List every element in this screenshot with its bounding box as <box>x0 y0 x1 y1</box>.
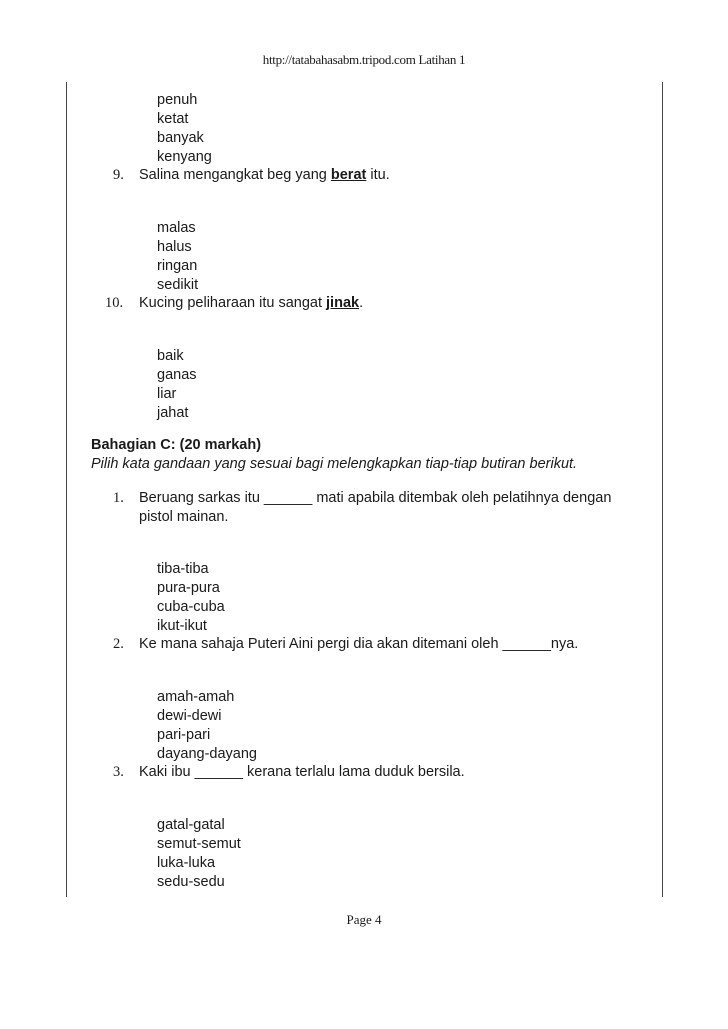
c-q1-number: 1. <box>113 490 124 506</box>
c-q1-option-c: cuba-cuba <box>157 599 225 615</box>
q8-option-d: kenyang <box>157 149 212 165</box>
q10-text-after: . <box>359 295 364 311</box>
q8-option-c: banyak <box>157 130 204 146</box>
c-q1-option-d: ikut-ikut <box>157 618 207 634</box>
q9-option-c: ringan <box>157 258 198 274</box>
c-q3-number: 3. <box>113 764 124 780</box>
q9-option-b: halus <box>157 239 192 255</box>
q10-option-a: baik <box>157 348 184 364</box>
q10-keyword: jinak <box>326 295 360 311</box>
q9-number: 9. <box>113 167 124 183</box>
section-c-instruction: Pilih kata gandaan yang sesuai bagi melengkapkan tiap-tiap butiran berikut. <box>91 456 578 472</box>
c-q2-option-d: dayang-dayang <box>157 746 257 762</box>
q10-number: 10. <box>105 295 124 311</box>
left-margin-rule <box>66 82 67 897</box>
q8-option-a: penuh <box>157 92 198 108</box>
page-number: Page 4 <box>346 912 382 927</box>
page-header <box>0 52 728 68</box>
c-q1-option-a: tiba-tiba <box>157 561 209 577</box>
c-q2-option-b: dewi-dewi <box>157 708 222 724</box>
c-q3-option-a: gatal-gatal <box>157 817 225 833</box>
c-q3-text: Kaki ibu ______ kerana terlalu lama duduk bersila. <box>139 764 465 780</box>
q9-option-d: sedikit <box>157 277 199 293</box>
c-q2-number: 2. <box>113 636 124 652</box>
q10-text-before: Kucing peliharaan itu sangat <box>139 295 322 311</box>
c-q1-option-b: pura-pura <box>157 580 220 596</box>
q9-text-before: Salina mengangkat beg yang <box>139 167 327 183</box>
q9-keyword: berat <box>330 167 367 183</box>
c-q3-option-b: semut-semut <box>157 836 241 852</box>
right-margin-rule <box>662 82 663 897</box>
section-c-heading: Bahagian C: (20 markah) <box>91 437 262 453</box>
c-q2-option-c: pari-pari <box>157 727 211 743</box>
q10-option-c: liar <box>157 386 177 402</box>
q9-option-a: malas <box>157 220 196 236</box>
header-url: http://tatabahasabm.tripod.com <box>262 52 416 67</box>
c-q2-option-a: amah-amah <box>157 689 235 705</box>
c-q3-option-d: sedu-sedu <box>157 874 225 890</box>
q9-text-after: itu. <box>370 167 390 183</box>
q10-text <box>139 295 363 311</box>
q10-option-d: jahat <box>157 405 189 421</box>
q10-option-b: ganas <box>157 367 197 383</box>
c-q1-text-line2: pistol mainan. <box>139 509 229 525</box>
c-q2-text: Ke mana sahaja Puteri Aini pergi dia akan ditemani oleh ______nya. <box>139 636 579 652</box>
c-q1-text-line1: Beruang sarkas itu ______ mati apabila ditembak oleh pelatihnya dengan <box>139 490 612 506</box>
q9-text <box>139 167 390 183</box>
header-title: Latihan 1 <box>418 52 466 67</box>
c-q3-option-c: luka-luka <box>157 855 216 871</box>
q8-option-b: ketat <box>157 111 189 127</box>
